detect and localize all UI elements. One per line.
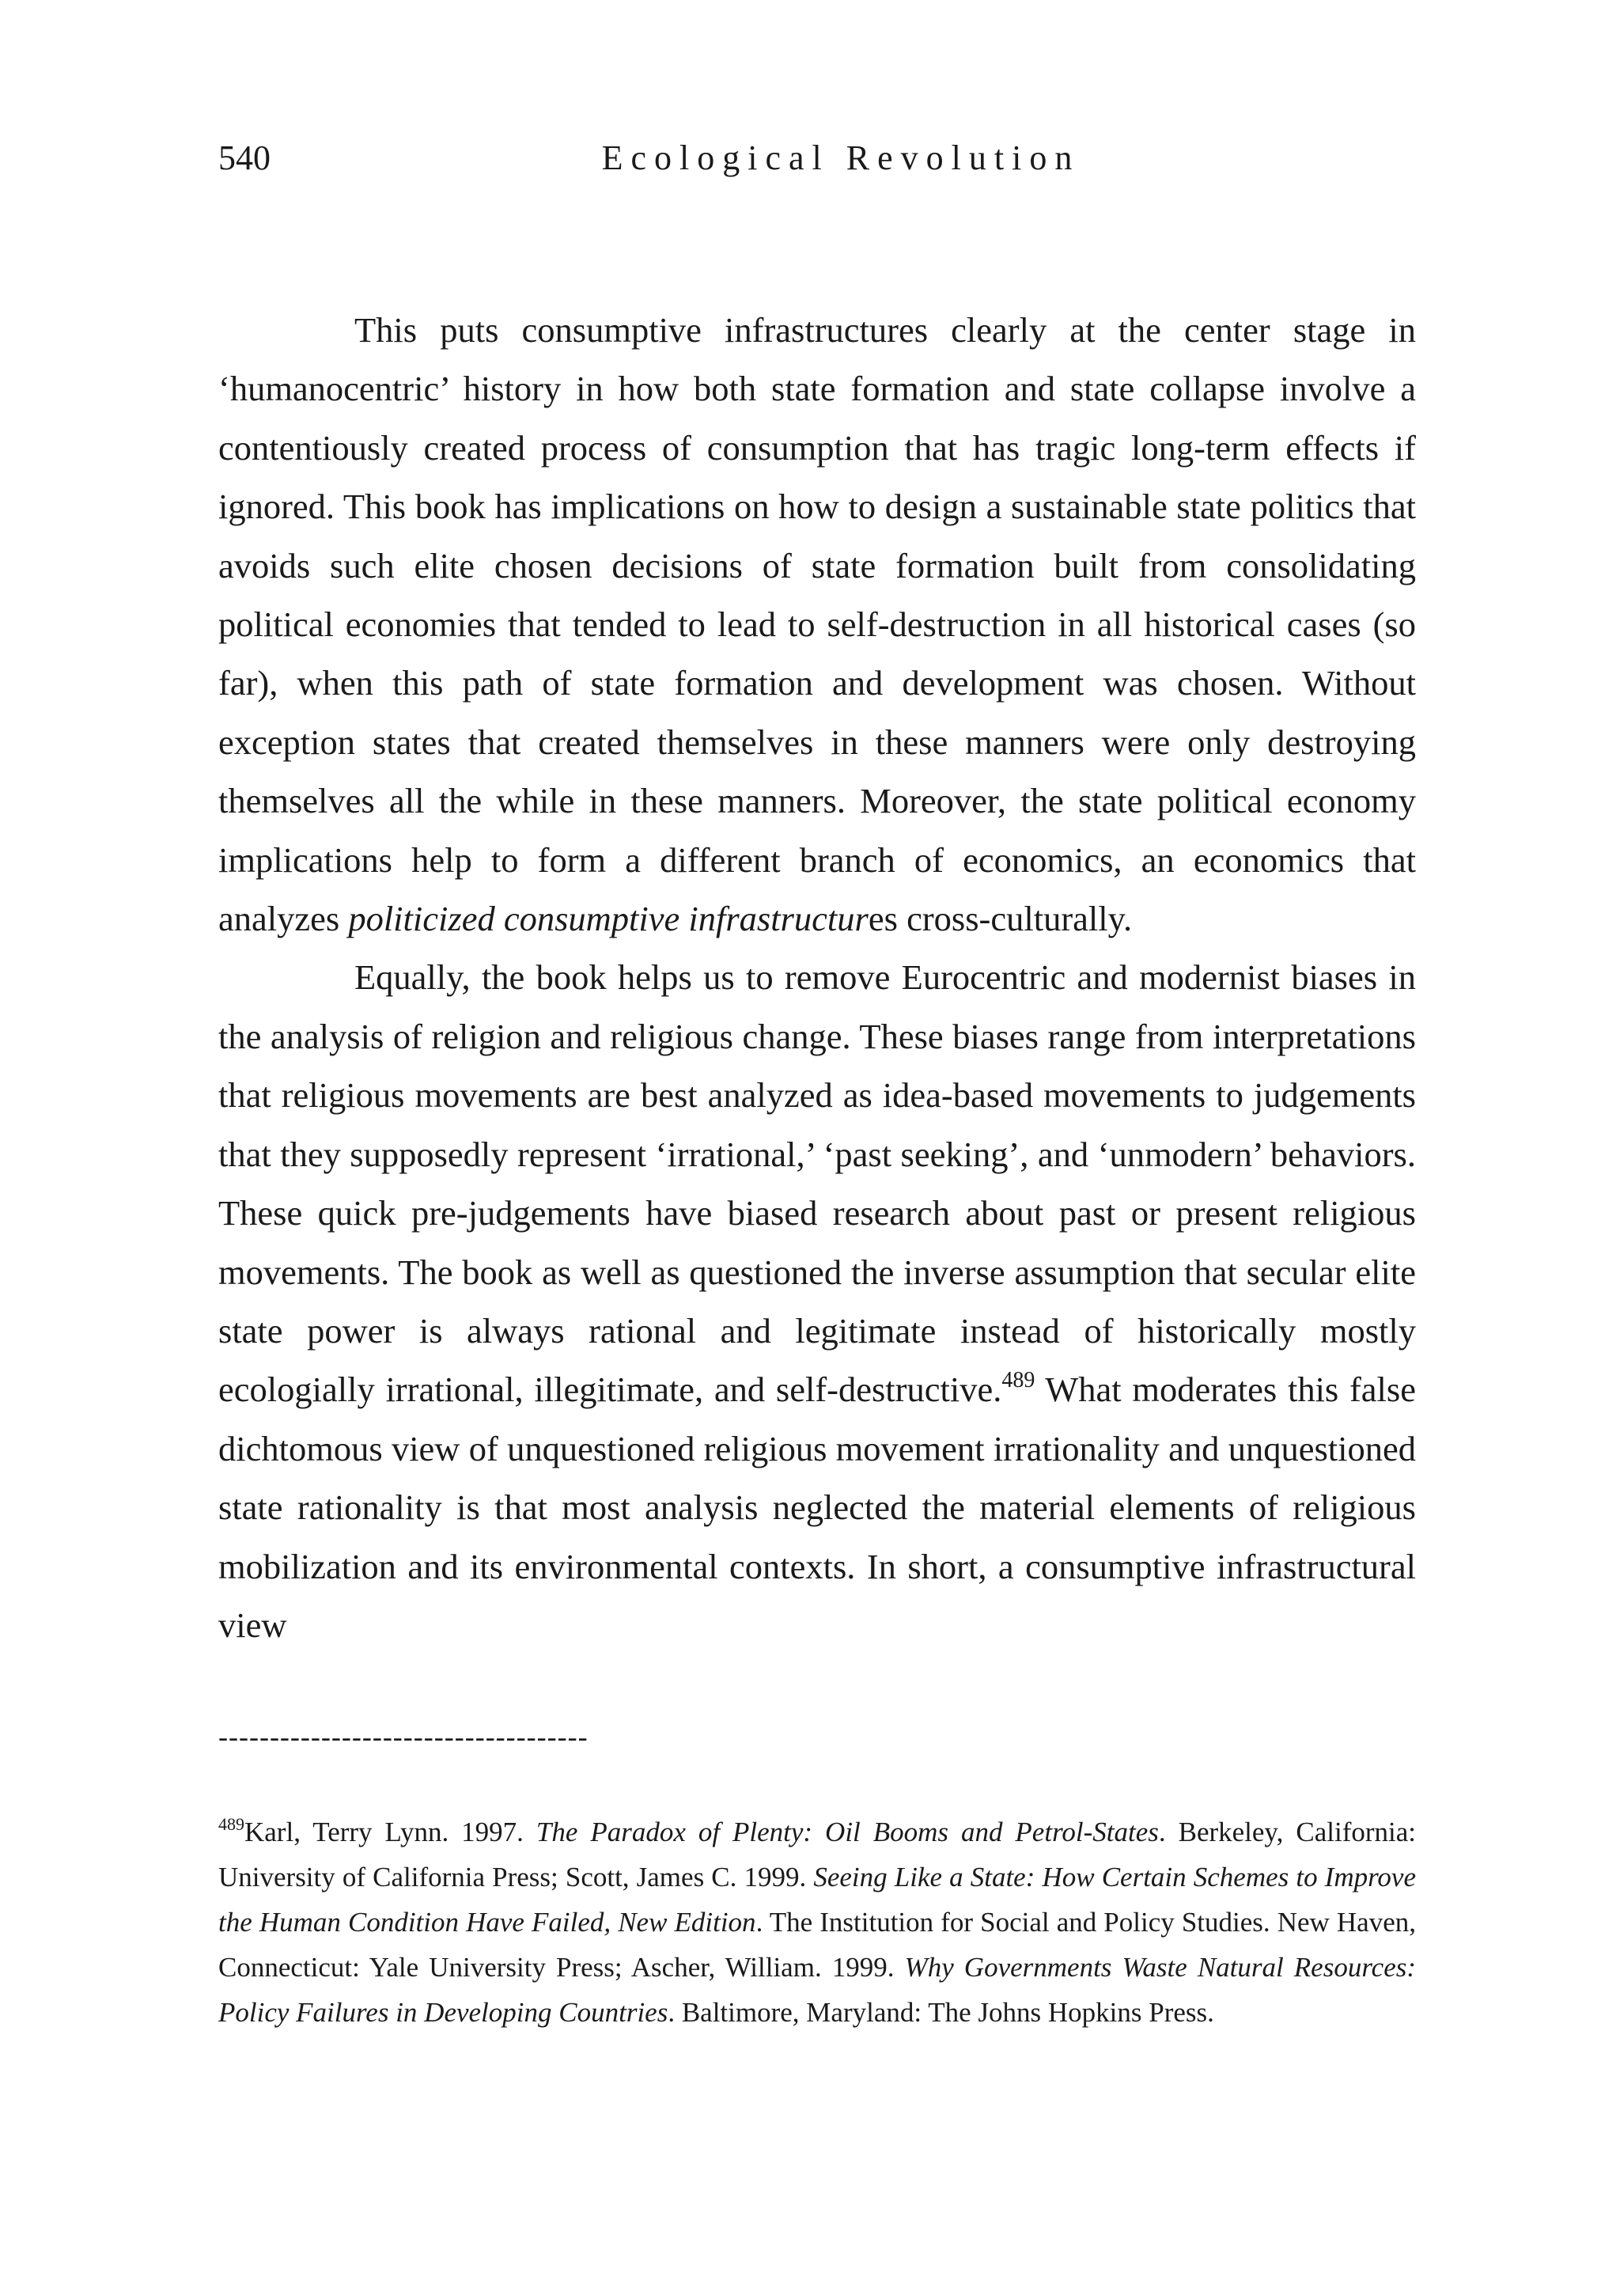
- footnote-reference[interactable]: 489: [1001, 1368, 1035, 1393]
- book-page: [218, 135, 1416, 2035]
- footnote-text-4: . Baltimore, Maryland: The Johns Hopkins Press.: [668, 1997, 1214, 2029]
- footnote-number: 489: [218, 1814, 244, 1835]
- footnote-text-1: Karl, Terry Lynn. 1997.: [244, 1817, 536, 1848]
- footnote-separator: ------------------------------------: [218, 1721, 589, 1753]
- paragraph-2: [218, 948, 1416, 1654]
- paragraph-1-text-end: es cross-culturally.: [868, 899, 1133, 939]
- paragraph-1: [218, 301, 1416, 948]
- paragraph-2-text-end: What moderates this false dichtomous view of unquestioned religious movement irrationality and unquestioned state rationality is that most analysis neglected the material elements of religious mobilization and its environmental contexts. In short, a consumptive infrastructural view: [218, 1370, 1416, 1645]
- footnote-title-3: Why Governments Waste Natural Resources: Policy Failures in Developing Countries: [218, 1952, 1416, 2029]
- footnote-text-3: . The Institution for Social and Policy Studies. New Haven, Connecticut: Yale University Press; Ascher, William. 1999.: [218, 1907, 1416, 1983]
- paragraph-2-text: Equally, the book helps us to remove Eurocentric and modernist biases in the analysis of religion and religious change. These biases range from interpretations that religious movements are best analyzed as idea-based movements to judgements that they supposedly represent ‘irrational,’ ‘past seeking’, and ‘unmodern’ behaviors. These quick pre-judgements have biased research about past or present religious movements. The book as well as questioned the inverse assumption that secular elite state power is always rational and legitimate instead of historically mostly ecologially irrational, illegitimate, and self-destructive.: [218, 957, 1416, 1410]
- page-number: 540: [218, 138, 271, 177]
- footnote-title-1: The Paradox of Plenty: Oil Booms and Petrol-States: [536, 1817, 1159, 1848]
- body-text: [218, 301, 1416, 1654]
- footnote-title-2: Seeing Like a State: How Certain Schemes to Improve the Human Condition Have Failed, New Edition: [218, 1862, 1417, 1938]
- paragraph-1-text: This puts consumptive infrastructures clearly at the center stage in ‘humanocentric’ history in how both state formation and state collapse involve a contentiously created process of consumption that has tragic long-term effects if ignored. This book has implications on how to design a sustainable state politics that avoids such elite chosen decisions of state formation built from consolidating political economies that tended to lead to self-destruction in all historical cases (so far), when this path of state formation and development was chosen. Without exception states that created themselves in these manners were only destroying themselves all the while in these manners. Moreover, the state political economy implications help to form a different branch of economics, an economics that analyzes: [218, 310, 1416, 939]
- paragraph-1-italic: politicized consumptive infrastructur: [348, 899, 869, 939]
- running-header: [218, 135, 1416, 182]
- footnote-text-2: . Berkeley, California: University of California Press; Scott, James C. 1999.: [218, 1817, 1416, 1893]
- running-title: Ecological Revolution: [601, 138, 1081, 177]
- footnote: [218, 1809, 1416, 2035]
